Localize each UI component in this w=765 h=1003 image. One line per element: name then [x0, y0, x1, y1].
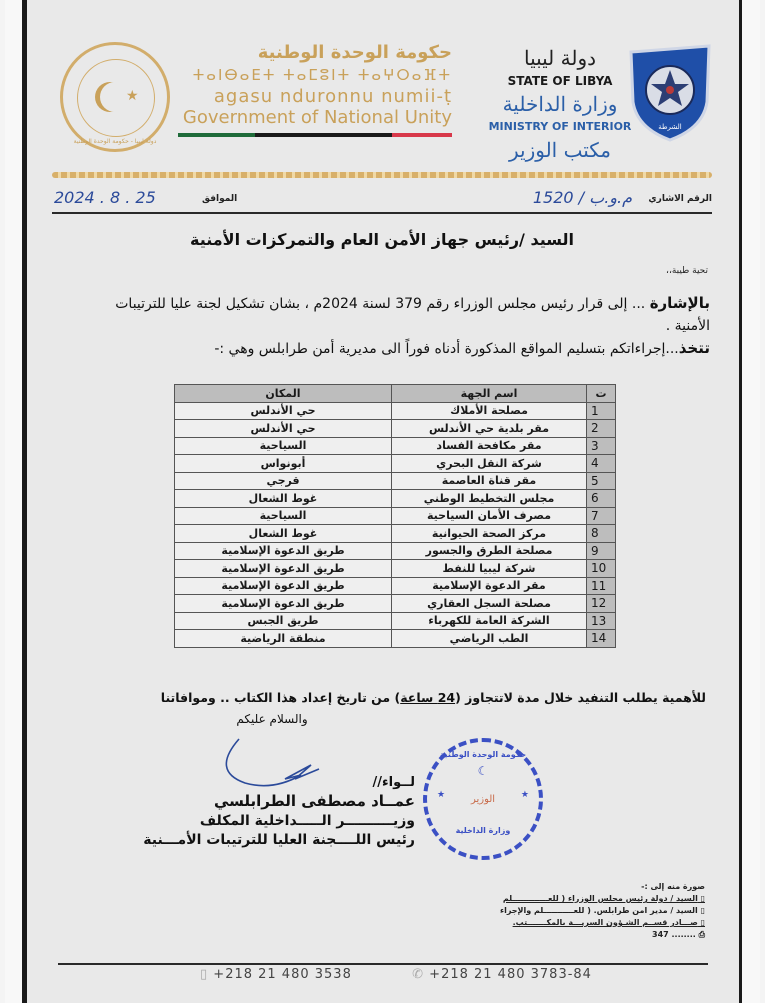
- footer-rule: [58, 963, 708, 965]
- police-shield-icon: [625, 42, 715, 142]
- row-number: 5: [587, 472, 616, 490]
- closing-salutation: والسلام عليكم: [236, 712, 308, 726]
- gnu-name-tifinagh: ⵜⴰⵏⴱⴰⴹⵜ ⵜⴰⵎⵓⵏⵜ ⵜⴰⵖⵔⴰⴼⵜ: [192, 66, 452, 84]
- entity-name: شركة النقل البحري: [392, 455, 587, 473]
- row-number: 13: [587, 612, 616, 630]
- flag-green: [178, 133, 255, 137]
- entity-location: غوط الشعال: [175, 490, 392, 508]
- star-icon: ★: [520, 790, 529, 800]
- signature-block: [143, 775, 415, 848]
- row-number: 1: [587, 402, 616, 420]
- copies-list: [425, 882, 705, 943]
- row-number: 11: [587, 577, 616, 595]
- row-number: 4: [587, 455, 616, 473]
- entity-name: مصلحة السجل العقاري: [392, 595, 587, 613]
- paragraph-action: تتخذ...إجراءاتكم بتسليم المواقع المذكورة أدناه فوراً الى مديرية أمن طرابلس وهي :-: [214, 339, 710, 357]
- footer-contacts: [200, 967, 620, 982]
- row-number: 9: [587, 542, 616, 560]
- signatory-name: عمــاد مصطفى الطرابلسي: [213, 792, 415, 810]
- header-entity: اسم الجهة: [392, 385, 587, 403]
- reference-number: 1520 / م.و.ب: [532, 188, 632, 207]
- letter-body: [90, 292, 710, 360]
- row-number: 14: [587, 630, 616, 648]
- police-badge-text: الشرطة: [658, 123, 682, 131]
- entity-location: طريق الدعوة الإسلامية: [175, 560, 392, 578]
- greeting: تحية طيبة،،: [666, 266, 708, 276]
- copies-label: صورة منه إلى :-: [641, 882, 705, 891]
- entity-location: طريق الدعوة الإسلامية: [175, 577, 392, 595]
- row-number: 2: [587, 420, 616, 438]
- file-number-line: ⎙ ........ 347: [652, 930, 705, 939]
- entity-name: مصلحة الطرق والجسور: [392, 542, 587, 560]
- sites-table: [174, 384, 616, 648]
- table-row: [175, 402, 616, 420]
- header-rule: [52, 212, 712, 214]
- row-number: 10: [587, 560, 616, 578]
- table-row: [175, 560, 616, 578]
- fax-icon: ▯: [200, 967, 209, 982]
- table-row: [175, 420, 616, 438]
- entity-name: مقر مكافحة الفساد: [392, 437, 587, 455]
- official-stamp: حكومة الوحدة الوطنية ☾ الوزير ★ ★ وزارة الداخلية: [423, 738, 543, 860]
- date-value: 2024 . 8 . 25: [54, 188, 156, 207]
- header-place: المكان: [175, 385, 392, 403]
- table-row: [175, 490, 616, 508]
- table-row: [175, 507, 616, 525]
- gnu-seal-logo: [60, 42, 170, 152]
- copy-recipient: ▯ صـــادر قســم الشـؤون السريـــة بالمكـــــــتب.: [512, 918, 705, 927]
- entity-name: شركة ليبيا للنفط: [392, 560, 587, 578]
- table-row: [175, 455, 616, 473]
- fax-number: +218 21 480 3538: [213, 967, 352, 982]
- copy-recipient: ▯ السيد / مدير امن طرابلس. ( للعـــــــــــلم والإجراء: [499, 906, 705, 915]
- table-row: [175, 525, 616, 543]
- signatory-rank: لــواء//: [372, 775, 415, 790]
- entity-name: الطب الرياضي: [392, 630, 587, 648]
- gnu-name-arabic: حكومة الوحدة الوطنية: [257, 42, 452, 63]
- entity-location: غوط الشعال: [175, 525, 392, 543]
- entity-location: السياحية: [175, 437, 392, 455]
- paragraph-reference: بالإشارة ... إلى قرار رئيس مجلس الوزراء رقم 379 لسنة 2024م ، بشان تشكيل لجنة عليا للترتيبات الأمنية .: [115, 294, 710, 334]
- row-number: 8: [587, 525, 616, 543]
- entity-location: السياحية: [175, 507, 392, 525]
- closing-instruction: للأهمية يطلب التنفيد خلال مدة لاتتجاوز (24 ساعة) من تاريخ إعداد هذا الكتاب .. وموافاتنا: [160, 690, 706, 705]
- date-label: الموافق: [202, 194, 238, 204]
- entity-location: منطقة الرياضية: [175, 630, 392, 648]
- star-icon: ★: [126, 88, 139, 104]
- table-row: [175, 472, 616, 490]
- table-header-row: [175, 385, 616, 403]
- entity-location: أبونواس: [175, 455, 392, 473]
- table-row: [175, 577, 616, 595]
- state-name-arabic: دولة ليبيا: [523, 46, 597, 70]
- office-name-arabic: مكتب الوزير: [508, 138, 612, 162]
- signatory-committee-title: رئيس اللــــجنة العليا للترتيبات الأمـــنية: [143, 832, 415, 848]
- decorative-chain-divider: [52, 172, 712, 178]
- entity-location: قرجي: [175, 472, 392, 490]
- gnu-name-amazigh: agasu nduronnu numii-ṭ: [213, 86, 452, 107]
- entity-name: الشركة العامة للكهرباء: [392, 612, 587, 630]
- row-number: 6: [587, 490, 616, 508]
- table-row: [175, 542, 616, 560]
- entity-name: مقر الدعوة الإسلامية: [392, 577, 587, 595]
- table-row: [175, 437, 616, 455]
- gnu-name-english: Government of National Unity: [182, 107, 452, 128]
- table-row: [175, 595, 616, 613]
- row-number: 7: [587, 507, 616, 525]
- entity-name: مقر بلدية حي الأندلس: [392, 420, 587, 438]
- phone-icon: ✆: [412, 967, 425, 982]
- entity-name: مقر قناة العاصمة: [392, 472, 587, 490]
- flag-red: [392, 133, 452, 137]
- entity-name: مصلحة الأملاك: [392, 402, 587, 420]
- flag-black: [255, 133, 392, 137]
- crescent-icon: ☾: [477, 764, 489, 778]
- printer-icon: ⎙: [698, 930, 705, 939]
- ministry-name-english: MINISTRY OF INTERIOR: [488, 120, 632, 133]
- flag-color-bar: [178, 133, 452, 137]
- table-row: [175, 612, 616, 630]
- seal-text: دولة ليبيا - حكومة الوحدة الوطنية: [73, 138, 157, 145]
- copy-recipient: ▯ السيد / دولة رئيس مجلس الوزراء ( للعـــــــــــــلم: [502, 894, 705, 903]
- signatory-title: وزيــــــــــر الـــــداخلية المكلف: [199, 813, 415, 829]
- table-row: [175, 630, 616, 648]
- entity-location: حي الأندلس: [175, 420, 392, 438]
- header-number: ت: [587, 385, 616, 403]
- entity-name: مجلس التخطيط الوطني: [392, 490, 587, 508]
- row-number: 3: [587, 437, 616, 455]
- phone-number: +218 21 480 3783-84: [429, 967, 592, 982]
- reference-label: الرقم الاشاري: [648, 194, 712, 204]
- state-name-english: STATE OF LIBYA: [507, 74, 613, 88]
- deadline-hours: 24 ساعة: [400, 690, 456, 705]
- row-number: 12: [587, 595, 616, 613]
- entity-name: مصرف الأمان السياحية: [392, 507, 587, 525]
- entity-location: طريق الدعوة الإسلامية: [175, 542, 392, 560]
- entity-location: طريق الدعوة الإسلامية: [175, 595, 392, 613]
- entity-name: مركز الصحة الحيوانية: [392, 525, 587, 543]
- star-icon: ★: [437, 790, 446, 800]
- entity-location: طريق الجبس: [175, 612, 392, 630]
- addressee-heading: السيد /رئيس جهاز الأمن العام والتمركزات الأمنية: [190, 230, 574, 249]
- ministry-name-arabic: وزارة الداخلية: [502, 92, 618, 116]
- reference-row: [52, 186, 712, 210]
- entity-location: حي الأندلس: [175, 402, 392, 420]
